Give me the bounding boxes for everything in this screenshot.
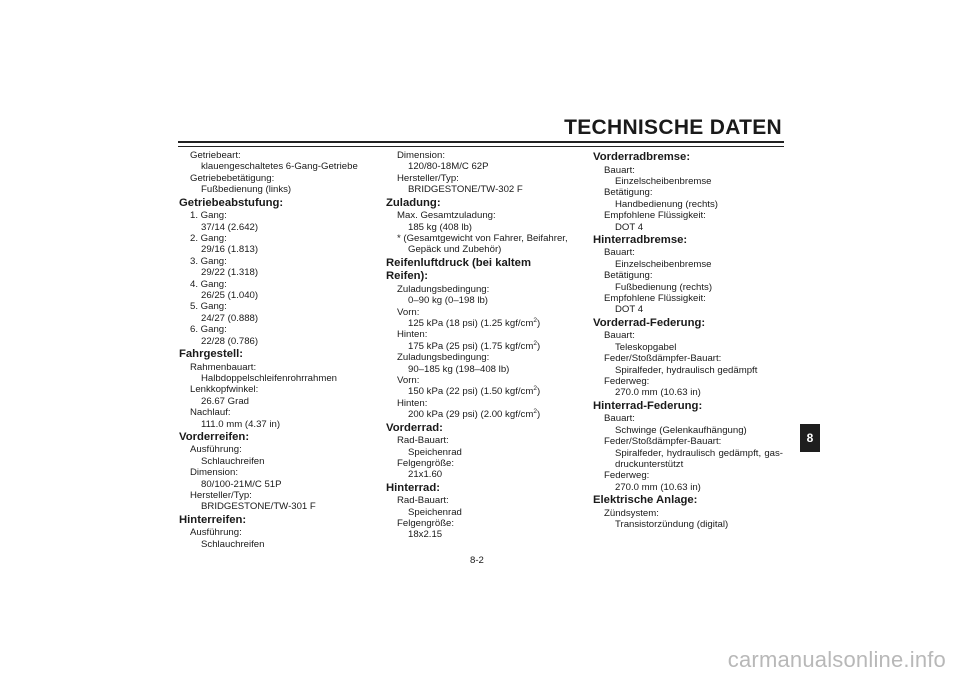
spec-text: Teleskopgabel — [615, 341, 677, 353]
spec-text: Empfohlene Flüssigkeit: — [604, 210, 706, 222]
spec-text: Empfohlene Flüssigkeit: — [604, 293, 706, 305]
spec-label — [593, 210, 783, 221]
spec-column-1 — [179, 150, 359, 550]
spec-value — [593, 304, 783, 315]
closing-paren: ) — [536, 386, 541, 398]
spec-value — [179, 336, 359, 347]
spec-label — [386, 173, 568, 184]
spec-label — [179, 150, 359, 161]
spec-text: Spiralfeder, hydraulisch gedämpft, gas- — [615, 447, 783, 459]
spec-text: Zuladungsbedingung: — [397, 352, 490, 364]
spec-value — [386, 233, 568, 256]
spec-text: Feder/Stoßdämpfer-Bauart: — [604, 353, 722, 365]
spec-label — [386, 307, 568, 318]
spec-text: Bauart: — [604, 247, 635, 259]
spec-value — [179, 222, 359, 233]
spec-label — [179, 279, 359, 290]
spec-text: 4. Gang: — [190, 278, 227, 290]
spec-text: BRIDGESTONE/TW-301 F — [201, 501, 316, 513]
spec-text: Hersteller/Typ: — [397, 172, 459, 184]
spec-value — [179, 244, 359, 255]
spec-text: 26.67 Grad — [201, 395, 250, 407]
spec-text: Dimension: — [397, 150, 445, 161]
spec-text: Getriebeabstufung: — [179, 196, 284, 209]
spec-text: BRIDGESTONE/TW-302 F — [408, 184, 523, 196]
spec-text: Speichenrad — [408, 506, 462, 518]
spec-label — [386, 518, 568, 529]
spec-text: druckunterstützt — [615, 458, 684, 470]
spec-text: Transistorzündung (digital) — [615, 519, 729, 531]
spec-label — [179, 233, 359, 244]
spec-value — [593, 222, 783, 233]
spec-value — [179, 539, 359, 550]
spec-text: Schlauchreifen — [201, 455, 265, 467]
spec-label — [179, 527, 359, 538]
spec-label — [179, 173, 359, 184]
spec-text: 2. Gang: — [190, 232, 227, 244]
spec-label — [179, 256, 359, 267]
spec-label — [179, 444, 359, 455]
spec-value — [179, 313, 359, 324]
spec-value — [179, 419, 359, 430]
spec-label — [179, 210, 359, 221]
spec-text: Vorderradbremse: — [593, 151, 691, 163]
spec-value — [179, 479, 359, 490]
spec-text: Elektrische Anlage: — [593, 494, 698, 507]
spec-label — [593, 247, 783, 258]
spec-label — [179, 362, 359, 373]
spec-label — [386, 150, 568, 161]
spec-text: 37/14 (2.642) — [201, 221, 259, 233]
spec-text: Rahmenbauart: — [190, 361, 257, 373]
spec-column-3 — [593, 150, 783, 530]
superscript: 2 — [533, 316, 537, 324]
spec-value — [179, 184, 359, 195]
spec-text: DOT 4 — [615, 304, 644, 316]
header-rule — [178, 141, 784, 143]
spec-text: Schlauchreifen — [201, 538, 265, 550]
spec-text: * (Gesamtgewicht von Fahrer, Beifahrer, Gepäck und Zubehör) — [397, 232, 568, 256]
spec-text: Halbdoppelschleifenrohrrahmen — [201, 372, 337, 384]
spec-text: Vorderrad: — [386, 421, 443, 434]
spec-text: 18x2.15 — [408, 529, 443, 541]
spec-text: Hinterrad-Federung: — [593, 399, 703, 412]
spec-text: Federweg: — [604, 470, 650, 482]
spec-label — [593, 353, 783, 364]
spec-text: Max. Gesamtzuladung: — [397, 210, 496, 222]
spec-label — [593, 508, 783, 519]
spec-text: Spiralfeder, hydraulisch gedämpft — [615, 364, 758, 376]
spec-text: Fußbedienung (rechts) — [615, 281, 713, 293]
spec-value — [386, 318, 568, 329]
spec-value — [386, 184, 568, 195]
spec-value — [386, 409, 568, 420]
spec-text: Bauart: — [604, 413, 635, 425]
spec-text: Einzelscheibenbremse — [615, 258, 712, 270]
section-heading — [593, 234, 783, 248]
section-heading — [593, 151, 783, 165]
spec-text: Fußbedienung (links) — [201, 184, 292, 196]
spec-text: Handbedienung (rechts) — [615, 198, 718, 210]
spec-label — [179, 324, 359, 335]
spec-label — [593, 436, 783, 447]
spec-label — [386, 435, 568, 446]
section-heading — [179, 197, 359, 211]
spec-value — [593, 259, 783, 270]
spec-text: Vorderreifen: — [179, 430, 250, 443]
spec-text: 125 kPa (18 psi) (1.25 kgf/cm — [408, 317, 534, 329]
spec-label — [593, 187, 783, 198]
spec-value — [593, 459, 783, 470]
spec-text: 175 kPa (25 psi) (1.75 kgf/cm — [408, 340, 534, 352]
spec-text: Reifenluftdruck (bei kaltem Reifen): — [386, 256, 532, 283]
spec-text: Vorderrad-Federung: — [593, 316, 706, 329]
spec-text: Vorn: — [397, 375, 420, 386]
spec-value — [386, 341, 568, 352]
spec-text: Ausführung: — [190, 444, 242, 456]
spec-value — [386, 295, 568, 306]
spec-value — [386, 447, 568, 458]
spec-label — [386, 284, 568, 295]
section-heading — [386, 257, 568, 284]
spec-text: Hinterradbremse: — [593, 233, 688, 246]
spec-text: Hersteller/Typ: — [190, 490, 252, 502]
watermark: carmanualsonline.info — [727, 647, 946, 672]
spec-value — [179, 267, 359, 278]
section-heading — [179, 348, 359, 362]
spec-text: 200 kPa (29 psi) (2.00 kgf/cm — [408, 409, 534, 421]
spec-text: Getriebeart: — [190, 150, 241, 161]
spec-text: Zuladungsbedingung: — [397, 283, 490, 295]
spec-text: DOT 4 — [615, 221, 644, 233]
spec-text: Hinterreifen: — [179, 513, 247, 526]
spec-text: Einzelscheibenbremse — [615, 175, 712, 187]
spec-text: Nachlauf: — [190, 407, 231, 419]
spec-label — [386, 210, 568, 221]
spec-text: 22/28 (0.786) — [201, 335, 259, 347]
spec-label — [179, 301, 359, 312]
spec-value — [179, 290, 359, 301]
spec-label — [386, 495, 568, 506]
spec-text: 3. Gang: — [190, 255, 227, 267]
spec-label — [386, 352, 568, 363]
spec-label — [386, 458, 568, 469]
spec-column-2 — [386, 150, 568, 541]
spec-label — [386, 329, 568, 340]
spec-value — [179, 396, 359, 407]
spec-text: 29/22 (1.318) — [201, 267, 259, 279]
spec-label — [593, 293, 783, 304]
spec-value — [593, 199, 783, 210]
spec-text: Federweg: — [604, 376, 650, 387]
page-number: 8-2 — [470, 555, 484, 566]
spec-value — [593, 425, 783, 436]
spec-label — [593, 330, 783, 341]
spec-text: 270.0 mm (10.63 in) — [615, 481, 701, 493]
section-heading — [179, 514, 359, 528]
spec-text: Hinten: — [397, 329, 428, 341]
spec-label — [593, 413, 783, 424]
spec-label — [179, 490, 359, 501]
spec-text: 150 kPa (22 psi) (1.50 kgf/cm — [408, 386, 534, 398]
spec-text: Bauart: — [604, 330, 635, 342]
spec-text: Feder/Stoßdämpfer-Bauart: — [604, 436, 722, 448]
spec-text: 29/16 (1.813) — [201, 244, 259, 256]
spec-text: Zuladung: — [386, 196, 441, 209]
spec-value — [386, 364, 568, 375]
spec-value — [386, 161, 568, 172]
closing-paren: ) — [536, 317, 541, 329]
spec-text: Dimension: — [190, 467, 238, 479]
spec-label — [593, 270, 783, 281]
spec-label — [593, 165, 783, 176]
spec-text: Rad-Bauart: — [397, 435, 449, 447]
spec-value — [386, 222, 568, 233]
spec-text: 21x1.60 — [408, 469, 443, 481]
spec-text: Betätigung: — [604, 270, 653, 282]
spec-value — [386, 529, 568, 540]
closing-paren: ) — [536, 340, 541, 352]
spec-text: 270.0 mm (10.63 in) — [615, 387, 701, 399]
spec-text: Lenkkopfwinkel: — [190, 384, 259, 396]
section-heading — [593, 317, 783, 331]
spec-value — [593, 519, 783, 530]
spec-text: Speichenrad — [408, 446, 462, 458]
header-rule-thin — [178, 146, 784, 147]
spec-text: 24/27 (0.888) — [201, 312, 259, 324]
section-heading — [593, 400, 783, 414]
spec-text: Getriebebetätigung: — [190, 172, 275, 184]
spec-text: Felgengröße: — [397, 518, 455, 530]
section-heading — [593, 494, 783, 508]
spec-text: 185 kg (408 lb) — [408, 221, 472, 233]
superscript: 2 — [533, 385, 537, 393]
spec-text: Felgengröße: — [397, 457, 455, 469]
spec-text: 5. Gang: — [190, 301, 227, 313]
spec-text: Vorn: — [397, 306, 420, 318]
superscript: 2 — [533, 339, 537, 347]
spec-label — [593, 470, 783, 481]
spec-text: Bauart: — [604, 164, 635, 176]
chapter-tab: 8 — [800, 424, 820, 452]
spec-label — [386, 375, 568, 386]
spec-text: 0–90 kg (0–198 lb) — [408, 295, 489, 307]
spec-label — [179, 407, 359, 418]
spec-value — [179, 161, 359, 172]
spec-text: 111.0 mm (4.37 in) — [201, 418, 281, 430]
section-heading — [386, 422, 568, 436]
spec-text: Hinterrad: — [386, 481, 440, 494]
spec-value — [593, 482, 783, 493]
spec-value — [593, 448, 783, 459]
spec-value — [593, 387, 783, 398]
spec-value — [179, 456, 359, 467]
spec-text: 26/25 (1.040) — [201, 289, 259, 301]
spec-label — [593, 376, 783, 387]
spec-text: klauengeschaltetes 6-Gang-Getriebe — [201, 161, 358, 173]
spec-text: Schwinge (Gelenkaufhängung) — [615, 424, 747, 436]
spec-value — [179, 501, 359, 512]
spec-value — [179, 373, 359, 384]
spec-value — [593, 342, 783, 353]
spec-value — [386, 469, 568, 480]
spec-value — [386, 507, 568, 518]
spec-text: 6. Gang: — [190, 324, 227, 336]
spec-text: 1. Gang: — [190, 210, 227, 222]
spec-text: Betätigung: — [604, 187, 653, 199]
spec-label — [386, 398, 568, 409]
spec-label — [179, 384, 359, 395]
spec-text: 90–185 kg (198–408 lb) — [408, 363, 510, 375]
superscript: 2 — [533, 408, 537, 416]
closing-paren: ) — [536, 409, 541, 421]
spec-text: Hinten: — [397, 397, 428, 409]
spec-value — [593, 282, 783, 293]
section-heading — [386, 482, 568, 496]
spec-text: 80/100-21M/C 51P — [201, 478, 282, 490]
spec-value — [593, 176, 783, 187]
spec-text: 120/80-18M/C 62P — [408, 161, 489, 173]
page-title: TECHNISCHE DATEN — [564, 116, 782, 139]
spec-label — [179, 467, 359, 478]
spec-value — [386, 386, 568, 397]
section-heading — [386, 197, 568, 211]
spec-text: Rad-Bauart: — [397, 495, 449, 507]
section-heading — [179, 431, 359, 445]
spec-value — [593, 365, 783, 376]
spec-text: Fahrgestell: — [179, 348, 244, 360]
spec-text: Ausführung: — [190, 527, 242, 539]
spec-text: Zündsystem: — [604, 507, 659, 519]
